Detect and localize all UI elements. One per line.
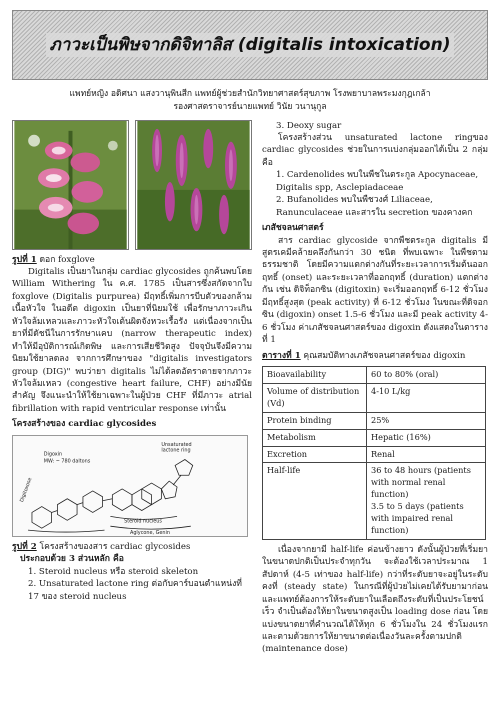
title-banner xyxy=(12,10,488,80)
table-1-title: คุณสมบัติทางเภสัชจลนศาสตร์ของ digoxin xyxy=(300,350,466,361)
table-cell-value: 4-10 L/kg xyxy=(367,384,486,413)
half-life-normal: 36 to 48 hours (patients with normal renal function) xyxy=(371,465,471,500)
diagram-label-unsaturated: Unsaturated xyxy=(161,441,192,448)
cardiac-glycoside-structure-diagram xyxy=(12,435,248,537)
table-1-label: ตารางที่ 1 xyxy=(262,350,301,361)
pharmacokinetics-paragraph: สาร cardiac glycoside จากพืชตระกูล digitalis มีสูตรเคมีคล้ายคลึงกันกว่า 30 ชนิด ที่พบเฉพาะ ในพืชตามธรรมชาติ โดยมีความแตกต่างกันที่ระยะเวลาการเริ่มต้นออกฤทธิ์ (onset) และระยะเวลาที่ออกฤทธิ์ (duration) แตกต่างกัน เช่น ดิจิท็อกซิน (digitoxin) จะเริ่มออกฤทธิ์ 6-12 ชั่วโมง มีฤทธิ์สูงสุด (peak activity) ที่ 6-12 ชั่วโมง ในขณะที่ดิจอกซิน (digoxin) onset 1.5-6 ชั่วโมง และมี peak activity 4-6 ชั่วโมง ค่าเภสัชจลนศาสตร์ของ digoxin ดังแสดงในตารางที่ 1 xyxy=(262,235,488,346)
figure-2-caption xyxy=(12,541,252,553)
table-cell-value xyxy=(367,463,486,539)
structure-heading: โครงสร้างของ cardiac glycosides xyxy=(12,419,157,430)
figure-1-caption xyxy=(12,254,252,266)
intro-paragraph: Digitalis เป็นยาในกลุ่ม cardiac glycosides ถูกค้นพบโดย William Withering ใน ค.ศ. 1785 เป็นสารซึ่งสกัดจากใบ foxglove (Digitalis purpurea) มีฤทธิ์เพิ่มการบีบตัวของกล้ามเนื้อหัวใจ ในอดีต digoxin เป็นยาที่นิยมใช้ เพื่อรักษาภาวะเกิน หัวใจล้มเหลวและภาวะหัวใจเต้นผิดจังหวะเรื้อรัง แต่เนื่องจากเป็นยาที่มีดัชนีในการรักษาแคบ (narrow therapeutic index) ทำให้มีอุบัติการณ์เกิดพิษ และการเสียชีวิตสูง ปัจจุบันจึงมีความนิยมใช้ยาลดลง จากการศึกษาของ "digitalis investigators group (DIG)" พบว่ายา digitalis ไม่ได้ลดอัตราตายจากภาวะหัวใจล้มเหลว (congestive heart failure, CHF) อย่างมีนัยสำคัญ จึงแนะนำให้ใช้ยาเฉพาะในผู้ป่วย CHF ที่มีภาวะ atrial fibrillation with rapid ventricular response เท่านั้น xyxy=(12,266,252,414)
foxglove-photos xyxy=(12,120,252,250)
table-row xyxy=(263,429,486,446)
table-cell-key: Bioavailability xyxy=(263,367,367,384)
authors-line-2: รองศาสตราจารย์นายแพทย์ วินัย วนานุกูล xyxy=(173,101,327,112)
table-cell-value: 60 to 80% (oral) xyxy=(367,367,486,384)
authors xyxy=(12,88,488,114)
foxglove-photo-field xyxy=(135,120,252,250)
table-row xyxy=(263,446,486,463)
table-cell-value: 25% xyxy=(367,412,486,429)
structure-diagram-svg xyxy=(13,436,247,536)
figure-1-label: รูปที่ 1 xyxy=(12,254,37,265)
table-cell-key: Excretion xyxy=(263,446,367,463)
pharmacokinetics-heading: เภสัชจลนศาสตร์ xyxy=(262,223,324,234)
diagram-label-digoxin: Digoxin xyxy=(43,451,63,458)
table-cell-key: Volume of distribution (Vd) xyxy=(263,384,367,413)
table-cell-key: Metabolism xyxy=(263,429,367,446)
table-cell-value: Hepatic (16%) xyxy=(367,429,486,446)
foxglove-closeup-image xyxy=(13,121,128,249)
two-column-body xyxy=(12,120,488,656)
figure-2-text: โครงสร้างของสาร cardiac glycosides xyxy=(36,541,191,552)
diagram-label-steroid: Steroid nucleus xyxy=(124,518,162,525)
half-life-paragraph: เนื่องจากยามี half-life ค่อนข้างยาว ดังนั้นผู้ป่วยที่เริ่มยาในขนาดปกติเป็นประจำทุกวัน จะต้องใช้เวลาประมาณ 1 สัปดาห์ (4-5 เท่าของ half-life) กว่าที่ระดับยาจะอยู่ในระดับคงที่ (steady state) ในกรณีที่ผู้ป่วยไม่เคยได้รับยามาก่อนและแพทย์ต้องการให้ระดับยาในเลือดถึงระดับที่เป็นประโยชน์เร็ว จำเป็นต้องให้ยาในขนาดสูงเป็น loading dose ก่อน โดยแบ่งขนาดยาที่คำนวณได้ให้ทุก 6 ชั่วโมงใน 24 ชั่วโมงแรก และตามด้วยการให้ยาขนาดต่อเนื่องวันละครั้งตามปกติ (maintenance dose) xyxy=(262,544,488,655)
figure-1-text: ดอก foxglove xyxy=(36,254,95,265)
table-1-caption xyxy=(262,350,488,362)
foxglove-field-image xyxy=(136,121,251,249)
diagram-label-aglycone: Aglycone, Genin xyxy=(130,529,170,536)
group-item-bufanolides: 2. Bufanolides พบในพืชวงศ์ Liliaceae, Ranunculaceae และสารใน secretion ของคางคก xyxy=(276,195,473,218)
components-heading: ประกอบด้วย 3 ส่วนหลัก คือ xyxy=(20,554,124,565)
diagram-label-mw: MW: ~ 780 daltons xyxy=(43,458,91,465)
table-cell-value: Renal xyxy=(367,446,486,463)
diagram-label-lactone: lactone ring xyxy=(161,447,191,454)
component-item-2: 2. Unsaturated lactone ring ต่อกับคาร์บอนตำแหน่งที่ 17 ของ steroid nucleus xyxy=(28,579,242,602)
table-cell-key: Protein binding xyxy=(263,412,367,429)
authors-line-1: แพทย์หญิง อดิศนา แสงวานุพินสีก แพทย์ผู้ช่วยสำนักวิทยาศาสตร์สุขภาพ โรงพยาบาลพระมงกุฎเกล้า xyxy=(69,89,431,99)
right-column xyxy=(262,120,488,656)
component-item-1: 1. Steroid nucleus หรือ steroid skeleton xyxy=(28,566,199,577)
lactone-grouping-intro: โครงสร้างส่วน unsaturated lactone ringของ cardiac glycosides ช่วยในการแบ่งกลุ่มออกได้เป็น 2 กลุ่ม คือ xyxy=(262,132,488,168)
table-row xyxy=(263,463,486,539)
digoxin-properties-table xyxy=(262,366,486,540)
table-row xyxy=(263,384,486,413)
component-item-3: 3. Deoxy sugar xyxy=(276,120,342,131)
group-item-cardenolides: 1. Cardenolides พบในพืชในตระกูล Apocynaceae, Digitalis spp, Asclepiadaceae xyxy=(276,170,479,193)
left-column xyxy=(12,120,252,656)
half-life-impaired: 3.5 to 5 days (patients with impaired renal function) xyxy=(371,501,464,535)
table-cell-key: Half-life xyxy=(263,463,367,539)
foxglove-photo-closeup xyxy=(12,120,129,250)
table-row xyxy=(263,412,486,429)
table-row xyxy=(263,367,486,384)
figure-2-label: รูปที่ 2 xyxy=(12,541,37,552)
page-title: ภาวะเป็นพิษจากดิจิทาลิส (digitalis intoxication) xyxy=(46,33,455,58)
diagram-label-digitoxose: Digitoxose xyxy=(19,476,34,503)
